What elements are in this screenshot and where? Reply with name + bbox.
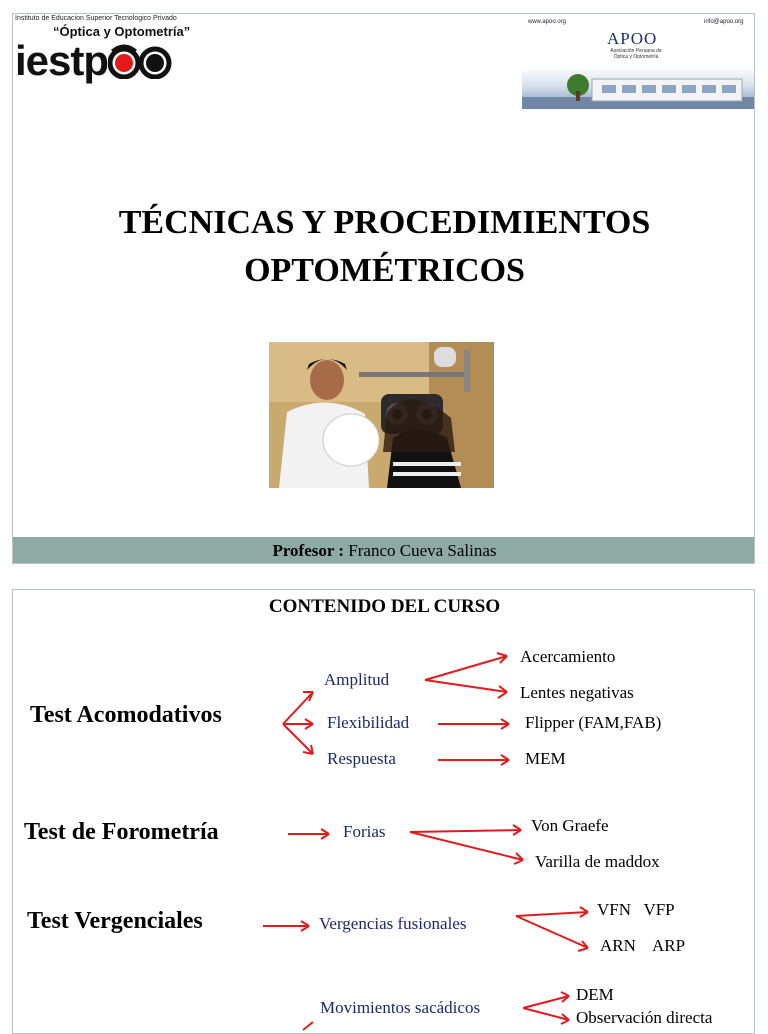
apoo-url: www.apoo.org (528, 19, 567, 25)
professor-name: Franco Cueva Salinas (348, 541, 497, 560)
group-vergenciales: Test Vergenciales (27, 908, 203, 934)
apoo-logo-banner (522, 15, 755, 109)
item-vergencias-fusionales: Vergencias fusionales (319, 914, 467, 933)
professor-label: Profesor : (272, 541, 345, 560)
logo-tagline: “Óptica y Optometría” (53, 24, 191, 39)
leaf-von-graefe: Von Graefe (531, 816, 609, 835)
title-line-2: OPTOMÉTRICOS (244, 252, 525, 289)
leaf-mem: MEM (525, 749, 566, 768)
item-flexibilidad: Flexibilidad (327, 713, 410, 732)
leaf-vfn-vfp: VFN VFP (597, 900, 675, 919)
leaf-flipper: Flipper (FAM,FAB) (525, 713, 662, 732)
content-slide (12, 589, 755, 1034)
iestpoo-logo (15, 38, 172, 84)
leaf-dem: DEM (576, 985, 614, 1004)
leaf-lentes-negativas: Lentes negativas (520, 683, 634, 702)
item-forias: Forias (343, 822, 386, 841)
leaf-observacion-directa: Observación directa (576, 1008, 713, 1027)
group-forometria: Test de Forometría (24, 819, 219, 845)
title-slide (12, 13, 755, 564)
item-respuesta: Respuesta (327, 749, 396, 768)
slide-title (13, 199, 755, 295)
professor-bar (13, 537, 755, 564)
apoo-subtitle: Asociación Peruana de Óptica y Optometría (610, 48, 662, 60)
logo-eyes-icon (108, 43, 172, 79)
group-acomodativos: Test Acomodativos (30, 702, 222, 728)
leaf-acercamiento: Acercamiento (520, 647, 616, 666)
optometry-exam-photo (269, 342, 494, 488)
content-heading: CONTENIDO DEL CURSO (268, 596, 501, 617)
institute-caption: Instituto de Educacion Superior Tecnologico Privado (15, 15, 177, 22)
item-amplitud: Amplitud (324, 670, 390, 689)
apoo-name: APOO (607, 29, 658, 48)
leaf-varilla-maddox: Varilla de maddox (535, 852, 660, 871)
title-line-1: TÉCNICAS Y PROCEDIMIENTOS (118, 204, 651, 241)
arrows-acomodativos (283, 653, 509, 765)
arrow-diagram (13, 590, 755, 1034)
logo-text-prefix: iestp (15, 37, 109, 84)
arrows-forometria (288, 825, 523, 864)
leaf-arn-arp: ARN ARP (600, 936, 686, 955)
apoo-email: info@apoo.org (704, 19, 744, 25)
item-movimientos-sacadicos: Movimientos sacádicos (320, 998, 481, 1017)
apoo-building-icon (522, 67, 755, 109)
